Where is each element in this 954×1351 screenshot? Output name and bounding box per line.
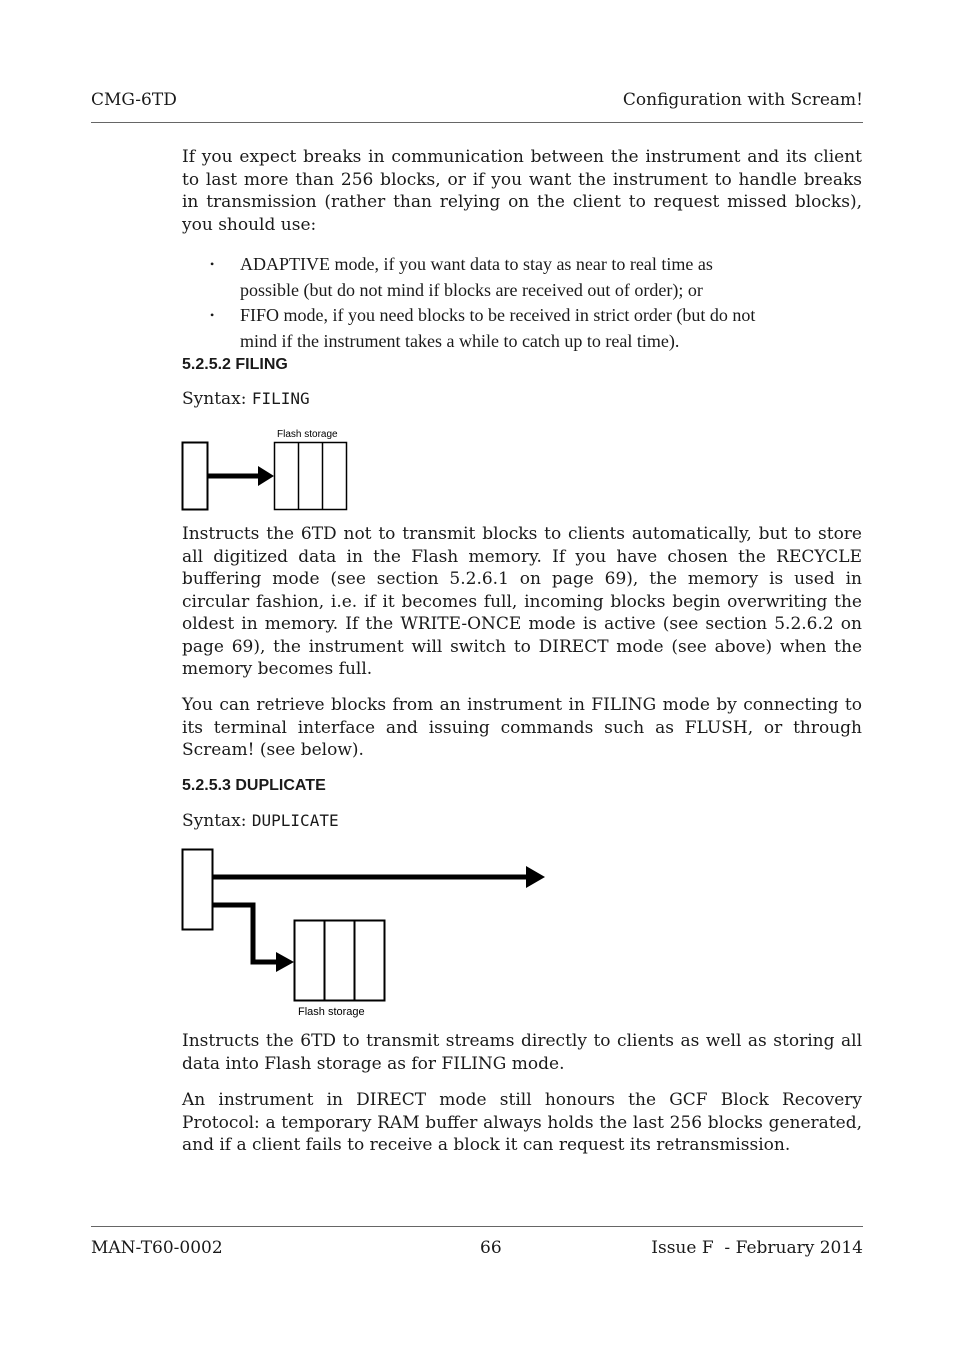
bullet-glyph: • (210, 257, 215, 271)
duplicate-paragraph-1: Instructs the 6TD to transmit streams directly to clients as well as storing all data into Flash storage as for FILING mode. (182, 1031, 862, 1074)
flash-storage-box (275, 443, 347, 510)
duplicate-syntax-line (182, 811, 339, 831)
filing-paragraph-1: Instructs the 6TD not to transmit blocks to clients automatically, but to store all digitized data in the Flash memory. If you have chosen the RECYCLE buffering mode (see section 5.2.6.1 on page 69), the memory is used in circular fashion, i.e. if it becomes full, incoming blocks begin overwriting the oldest in memory. If the WRITE-ONCE mode is active (see section 5.2.6.2 on page 69), the instrument will switch to DIRECT mode (see above) when the memory becomes full. (182, 524, 862, 679)
bullet-glyph: • (210, 308, 215, 322)
syntax-label: Syntax: (182, 811, 252, 831)
syntax-code: DUPLICATE (251, 811, 339, 830)
storage-arrow-path (212, 905, 278, 962)
section-heading-filing: 5.2.5.2 FILING (182, 356, 288, 373)
arrow-head (258, 466, 274, 486)
header-doc-code: CMG-6TD (91, 90, 177, 110)
footer-issue: Issue F - February 2014 (651, 1238, 863, 1258)
bullet-item-fifo (210, 303, 850, 355)
filing-paragraph-2: You can retrieve blocks from an instrument in FILING mode by connecting to its terminal interface and issuing commands such as FLUSH, or through Scream! (see below). (182, 695, 862, 760)
header-section-title: Configuration with Scream! (622, 90, 863, 110)
filing-diagram (180, 424, 352, 514)
flash-storage-label: Flash storage (298, 1006, 365, 1018)
bullet-line: ADAPTIVE mode, if you want data to stay as near to real time as (240, 254, 713, 274)
intro-paragraph: If you expect breaks in communication between the instrument and its client to last more than 256 blocks, or if you want the instrument to handle breaks in transmission (rather than relying on the client to request missed blocks), you should use: (182, 147, 862, 235)
flash-storage-label: Flash storage (277, 429, 338, 440)
header-rule (91, 122, 863, 123)
flash-storage-box (295, 921, 385, 1001)
source-box (183, 850, 213, 930)
section-heading-duplicate: 5.2.5.3 DUPLICATE (182, 777, 326, 794)
filing-syntax-line (182, 389, 310, 409)
storage-arrow-head (276, 952, 294, 972)
bullet-line: FIFO mode, if you need blocks to be received in strict order (but do not (240, 305, 756, 325)
footer-page-number: 66 (480, 1238, 502, 1258)
footer-doc-number: MAN-T60-0002 (91, 1238, 223, 1258)
duplicate-diagram (180, 846, 548, 1020)
syntax-label: Syntax: (182, 389, 252, 409)
footer-rule (91, 1226, 863, 1227)
source-box (183, 443, 208, 510)
bullet-item-adaptive (210, 252, 850, 304)
duplicate-paragraph-2: An instrument in DIRECT mode still honours the GCF Block Recovery Protocol: a temporary RAM buffer always holds the last 256 blocks generated, and if a client fails to receive a block it can request its retransmission. (182, 1090, 862, 1155)
bullet-line: mind if the instrument takes a while to catch up to real time). (240, 330, 680, 351)
direct-arrow-head (526, 866, 545, 888)
syntax-code: FILING (251, 389, 310, 408)
bullet-line: possible (but do not mind if blocks are received out of order); or (240, 279, 703, 300)
